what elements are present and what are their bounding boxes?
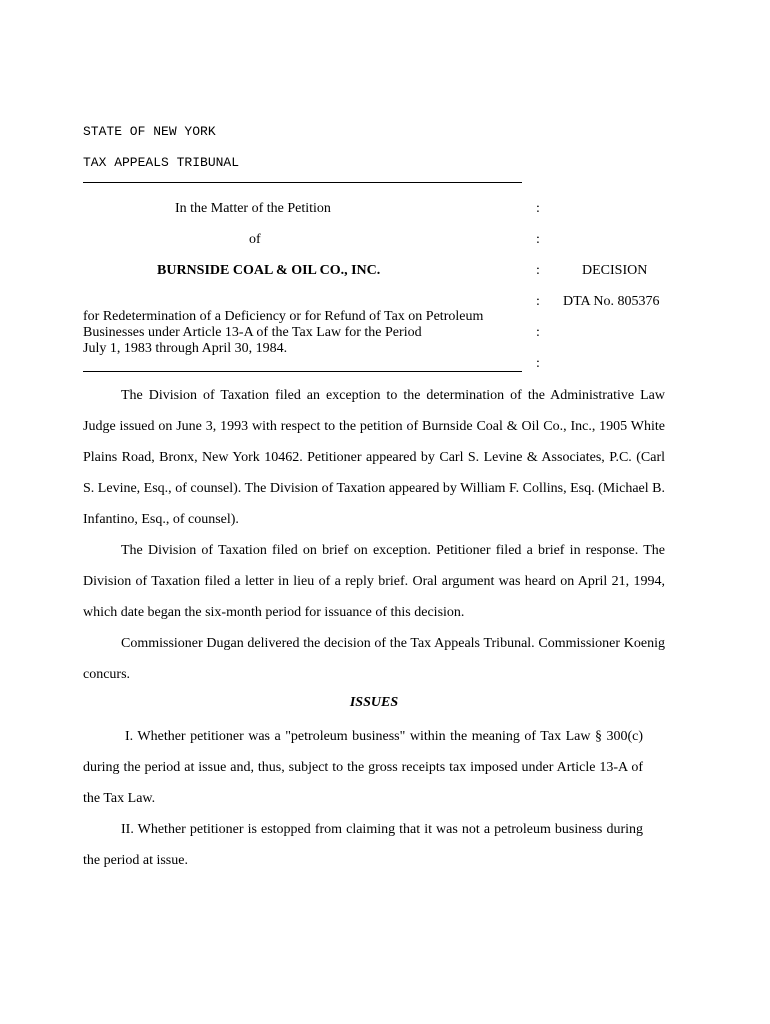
caption-colon: : [536,263,540,278]
petition-purpose [83,309,483,357]
petition-purpose-line: Businesses under Article 13-A of the Tax Law for the Period [83,325,422,340]
caption-colon: : [536,201,540,216]
caption-colon: : [536,356,540,371]
decision-label: DECISION [582,263,648,278]
body-paragraph: The Division of Taxation filed on brief on exception. Petitioner filed a brief in response. The Division of Taxation filed a letter in lieu of a reply brief. Oral argument was heard on April 21, 1994, which date began the six-month period for issuance of this decision. [83,543,665,620]
caption-top-rule [83,182,522,183]
caption-colon: : [536,325,540,340]
petition-purpose-line: for Redetermination of a Deficiency or for Refund of Tax on Petroleum [83,309,484,324]
of-line: of [249,232,261,247]
caption-bottom-rule [83,371,522,372]
body-paragraph: The Division of Taxation filed an exception to the determination of the Administrative Law Judge issued on June 3, 1993 with respect to the petition of Burnside Coal & Oil Co., Inc., 1905 White Plains Road, Bronx, New York 10462. Petitioner appeared by Carl S. Levine & Associates, P.C. (Carl S. Levine, Esq., of counsel). The Division of Taxation appeared by William F. Collins, Esq. (Michael B. Infantino, Esq., of counsel). [83,388,665,527]
dta-number: DTA No. 805376 [563,294,660,309]
petitioner-name: BURNSIDE COAL & OIL CO., INC. [157,263,381,278]
body-paragraph: Commissioner Dugan delivered the decision of the Tax Appeals Tribunal. Commissioner Koenig concurs. [83,636,665,682]
petition-purpose-line: July 1, 1983 through April 30, 1984. [83,341,288,356]
matter-line: In the Matter of the Petition [175,201,331,216]
issue-item: I. Whether petitioner was a "petroleum business" within the meaning of Tax Law § 300(c) during the period at issue and, thus, subject to the gross receipts tax imposed under Article 13-A of the Tax Law. [83,729,643,806]
state-heading: STATE OF NEW YORK [83,124,216,139]
caption-colon: : [536,294,540,309]
tribunal-heading: TAX APPEALS TRIBUNAL [83,155,240,170]
issue-item: II. Whether petitioner is estopped from claiming that it was not a petroleum business during the period at issue. [83,822,643,868]
caption-colon: : [536,232,540,247]
issues-heading: ISSUES [349,695,399,710]
